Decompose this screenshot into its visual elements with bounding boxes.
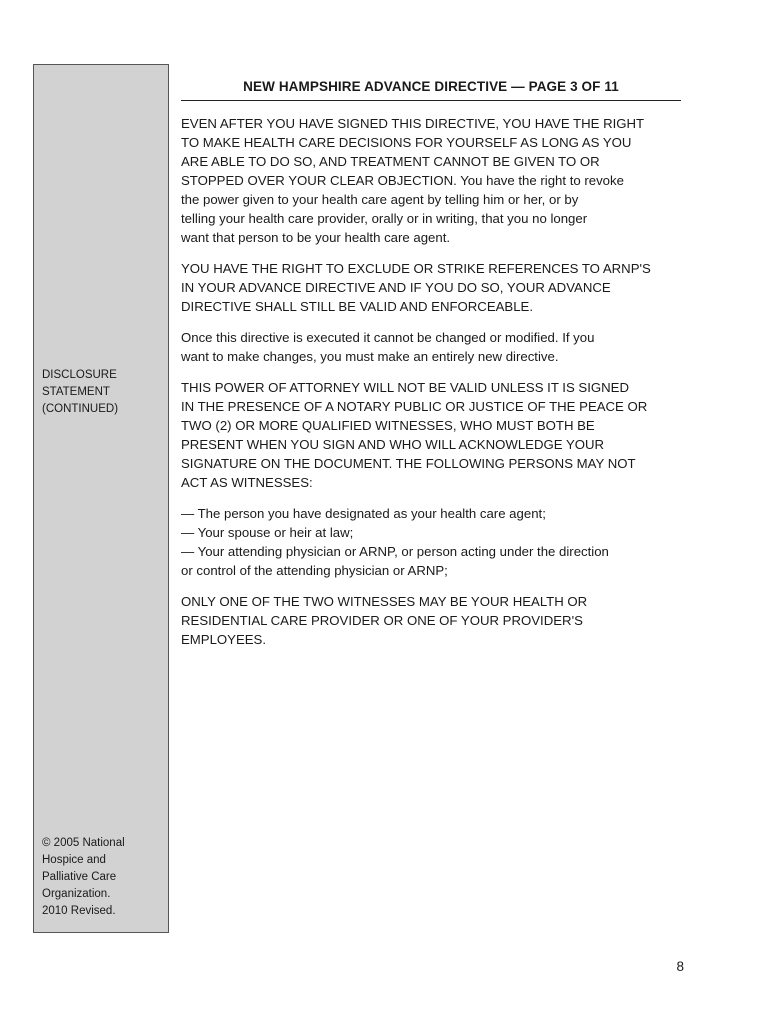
text-line: STOPPED OVER YOUR CLEAR OBJECTION. You have the right to revoke [181,173,624,188]
text-line: or control of the attending physician or ARNP; [181,563,448,578]
text-line: Once this directive is executed it cannot be changed or modified. If you [181,330,595,345]
text-line: THIS POWER OF ATTORNEY WILL NOT BE VALID UNLESS IT IS SIGNED [181,380,629,395]
paragraph-no-modification [181,328,686,366]
text-line: SIGNATURE ON THE DOCUMENT. THE FOLLOWING PERSONS MAY NOT [181,456,636,471]
text-line: ONLY ONE OF THE TWO WITNESSES MAY BE YOUR HEALTH OR [181,594,588,609]
paragraph-witness-requirements [181,378,686,492]
text-line: the power given to your health care agent by telling him or her, or by [181,192,579,207]
copyright-line: Hospice and [42,854,106,866]
paragraph-excluded-witnesses [181,504,686,580]
copyright-line: Organization. [42,888,111,900]
text-line: want that person to be your health care agent. [181,230,451,245]
text-line: EVEN AFTER YOU HAVE SIGNED THIS DIRECTIVE, YOU HAVE THE RIGHT [181,116,645,131]
paragraph-revocation-right [181,114,686,247]
text-line: — Your spouse or heir at law; [181,525,354,540]
text-line: ACT AS WITNESSES: [181,475,313,490]
text-line: RESIDENTIAL CARE PROVIDER OR ONE OF YOUR PROVIDER'S [181,613,583,628]
copyright-line: © 2005 National [42,837,125,849]
page-title: NEW HAMPSHIRE ADVANCE DIRECTIVE — PAGE 3 OF 11 [181,76,681,101]
disclosure-line: STATEMENT [42,386,110,398]
text-line: IN YOUR ADVANCE DIRECTIVE AND IF YOU DO SO, YOUR ADVANCE [181,280,611,295]
paragraph-provider-witness-limit [181,592,686,649]
text-line: TO MAKE HEALTH CARE DECISIONS FOR YOURSELF AS LONG AS YOU [181,135,632,150]
disclosure-line: (CONTINUED) [42,403,119,415]
copyright-line: Palliative Care [42,871,117,883]
document-body [181,114,686,661]
disclosure-line: DISCLOSURE [42,369,117,381]
text-line: telling your health care provider, orally or in writing, that you no longer [181,211,588,226]
copyright-notice [42,835,162,920]
text-line: YOU HAVE THE RIGHT TO EXCLUDE OR STRIKE REFERENCES TO ARNP'S [181,261,651,276]
text-line: TWO (2) OR MORE QUALIFIED WITNESSES, WHO MUST BOTH BE [181,418,595,433]
text-line: IN THE PRESENCE OF A NOTARY PUBLIC OR JUSTICE OF THE PEACE OR [181,399,648,414]
text-line: want to make changes, you must make an entirely new directive. [181,349,559,364]
disclosure-statement-label [42,367,162,418]
paragraph-arnp-exclusion [181,259,686,316]
text-line: PRESENT WHEN YOU SIGN AND WHO WILL ACKNOWLEDGE YOUR [181,437,605,452]
text-line: — Your attending physician or ARNP, or person acting under the direction [181,544,609,559]
text-line: ARE ABLE TO DO SO, AND TREATMENT CANNOT BE GIVEN TO OR [181,154,600,169]
text-line: DIRECTIVE SHALL STILL BE VALID AND ENFORCEABLE. [181,299,534,314]
copyright-line: 2010 Revised. [42,905,116,917]
page-number: 8 [676,959,684,974]
text-line: EMPLOYEES. [181,632,267,647]
text-line: — The person you have designated as your health care agent; [181,506,546,521]
sidebar [33,64,169,933]
